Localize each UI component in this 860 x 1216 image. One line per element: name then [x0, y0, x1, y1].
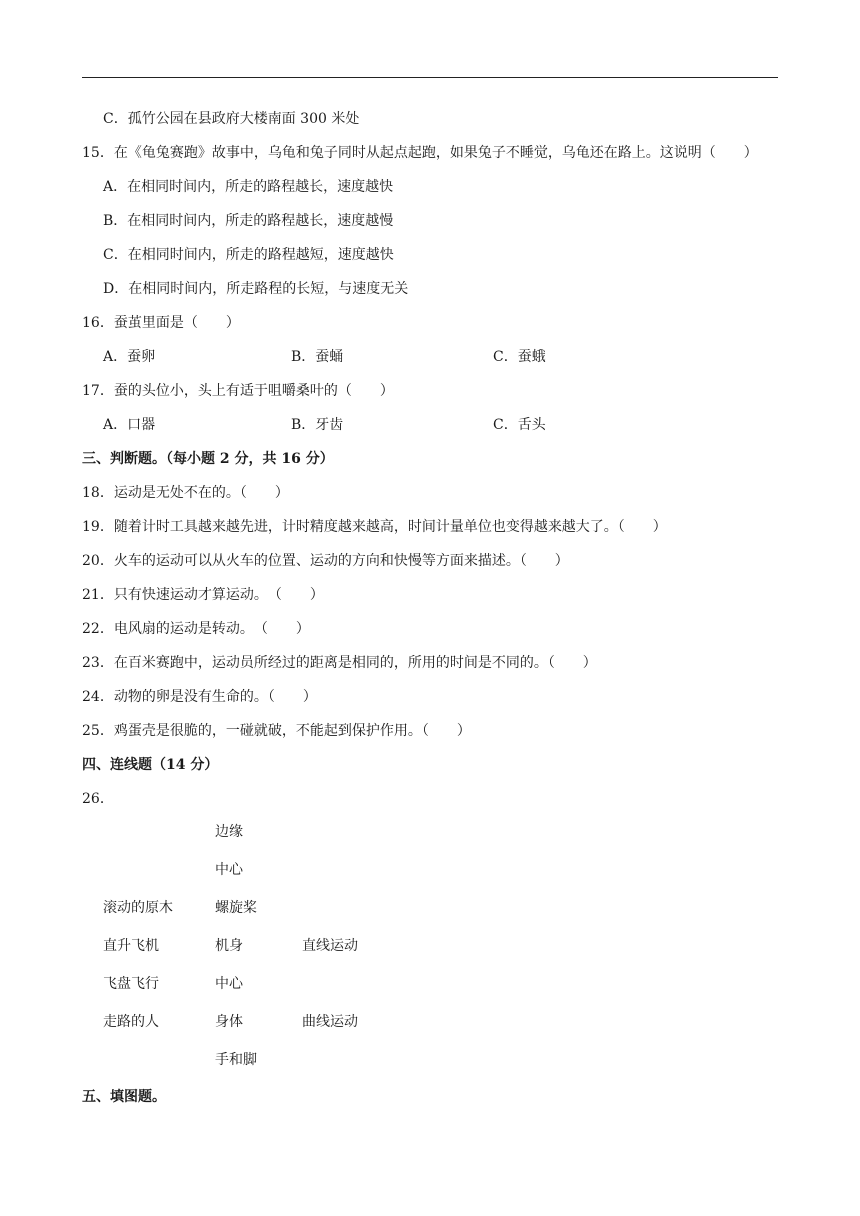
q15-option-a: A．在相同时间内，所走的路程越长，速度越快 [103, 179, 394, 195]
match-middle-item: 边缘 [215, 824, 243, 840]
match-left-item: 直升飞机 [103, 938, 159, 954]
section3-title: 三、判断题。（每小题 2 分，共 16 分） [82, 451, 334, 467]
section5-title: 五、填图题。 [82, 1089, 166, 1105]
q24: 24．动物的卵是没有生命的。（ ） [82, 689, 317, 705]
match-middle-item: 螺旋桨 [215, 900, 257, 916]
q17-option-c: C．舌头 [493, 417, 546, 433]
match-right-item: 曲线运动 [302, 1014, 358, 1030]
q16-stem: 16．蚕茧里面是（ ） [82, 315, 240, 331]
match-middle-item: 机身 [215, 938, 243, 954]
q16-option-a: A．蚕卵 [103, 349, 156, 365]
q26-number: 26． [82, 791, 114, 807]
q15-stem: 15．在《龟兔赛跑》故事中，乌龟和兔子同时从起点起跑，如果兔子不睡觉，乌龟还在路上。这说明（ ） [82, 145, 758, 161]
match-middle-item: 中心 [215, 976, 243, 992]
q16-option-c: C．蚕蛾 [493, 349, 546, 365]
q15-option-c: C．在相同时间内，所走的路程越短，速度越快 [103, 247, 394, 263]
q17-stem: 17．蚕的头位小，头上有适于咀嚼桑叶的（ ） [82, 383, 394, 399]
q22: 22．电风扇的运动是转动。 （ ） [82, 621, 310, 637]
q16-option-b: B．蚕蛹 [291, 349, 344, 365]
match-middle-item: 中心 [215, 862, 243, 878]
q25: 25．鸡蛋壳是很脆的，一碰就破，不能起到保护作用。（ ） [82, 723, 471, 739]
match-left-item: 走路的人 [103, 1014, 159, 1030]
match-right-item: 直线运动 [302, 938, 358, 954]
q23: 23．在百米赛跑中，运动员所经过的距离是相同的，所用的时间是不同的。（ ） [82, 655, 597, 671]
header-rule [82, 77, 778, 78]
section4-title: 四、连线题（14 分） [82, 757, 219, 773]
q15-option-b: B．在相同时间内，所走的路程越长，速度越慢 [103, 213, 394, 229]
match-middle-item: 身体 [215, 1014, 243, 1030]
q17-option-b: B．牙齿 [291, 417, 344, 433]
q14-option-c: C．孤竹公园在县政府大楼南面 300 米处 [103, 111, 360, 127]
match-left-item: 飞盘飞行 [103, 976, 159, 992]
q15-option-d: D．在相同时间内，所走路程的长短，与速度无关 [103, 281, 409, 297]
q17-option-a: A．口器 [103, 417, 156, 433]
match-middle-item: 手和脚 [215, 1052, 257, 1068]
q20: 20．火车的运动可以从火车的位置、运动的方向和快慢等方面来描述。（ ） [82, 553, 569, 569]
q19: 19．随着计时工具越来越先进，计时精度越来越高，时间计量单位也变得越来越大了。（ ） [82, 519, 667, 535]
q21: 21．只有快速运动才算运动。 （ ） [82, 587, 324, 603]
q18: 18．运动是无处不在的。（ ） [82, 485, 289, 501]
match-left-item: 滚动的原木 [103, 900, 173, 916]
